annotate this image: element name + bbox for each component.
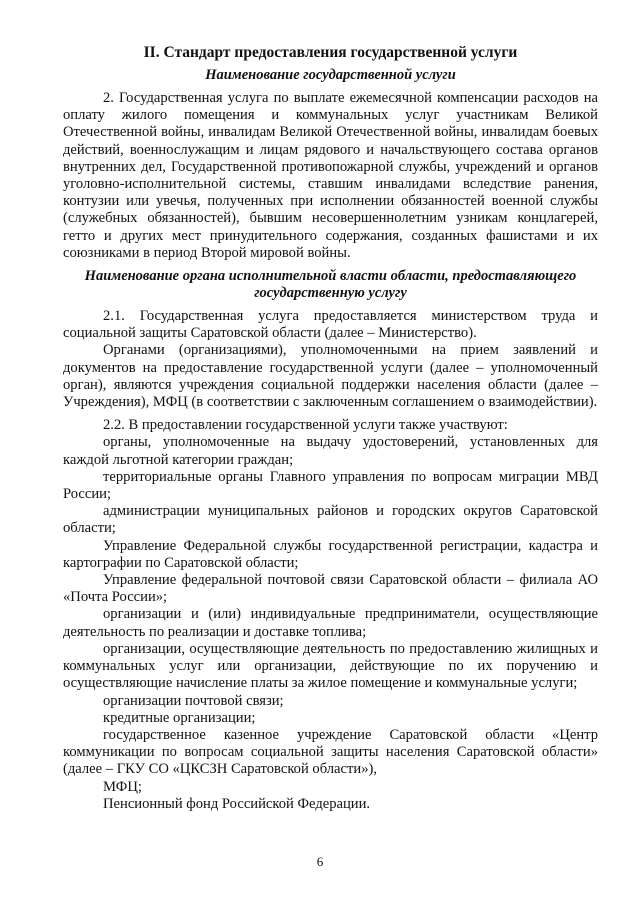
subheading-service-name: Наименование государственной услуги bbox=[205, 67, 456, 83]
list-item: Управление Федеральной службы государственной регистрации, кадастра и картографии по Саратовской области; bbox=[63, 537, 598, 571]
list-item: государственное казенное учреждение Саратовской области «Центр коммуникации по вопросам социальной защиты населения Саратовской области» (далее – ГКУ СО «ЦКСЗН Саратовской области»), bbox=[63, 726, 598, 778]
list-item: организации почтовой связи; bbox=[103, 692, 284, 709]
list-item: МФЦ; bbox=[103, 778, 142, 795]
list-item: органы, уполномоченные на выдачу удостоверений, установленных для каждой льготной категории граждан; bbox=[63, 434, 598, 468]
list-item: кредитные организации; bbox=[103, 709, 256, 726]
paragraph-2-2: 2.2. В предоставлении государственной услуги также участвуют: bbox=[103, 417, 508, 434]
list-item: территориальные органы Главного управления по вопросам миграции МВД России; bbox=[63, 468, 598, 503]
section-title: II. Стандарт предоставления государственной услуги bbox=[143, 44, 518, 61]
list-item: организации, осуществляющие деятельность по предоставлению жилищных и коммунальных услуг или организации, действующие по их поручению и осуществляющие начисление платы за жилое помещение и коммунальные услуги; bbox=[63, 640, 598, 692]
list-item: организации и (или) индивидуальные предприниматели, осуществляющие деятельность по реализации и доставке топлива; bbox=[63, 606, 598, 640]
list-item: администрации муниципальных районов и городских округов Саратовской области; bbox=[63, 503, 598, 537]
page-number: 6 bbox=[316, 854, 324, 869]
list-item: Пенсионный фонд Российской Федерации. bbox=[103, 795, 371, 812]
paragraph-2-1: 2.1. Государственная услуга предоставляется министерством труда и социальной защиты Саратовской области (далее – Министерство). bbox=[63, 308, 598, 342]
paragraph-2: 2. Государственная услуга по выплате ежемесячной компенсации расходов на оплату жилого помещения и коммунальных услуг участникам Великой Отечественной войны, инвалидам Великой Отечественной войны, инвалидам боевых действий, военнослужащим и лицам рядового и начальствующего состава органов внутренних дел, Государственной противопожарной службы, учреждений и органов уголовно-исполнительной системы, ставшим инвалидами вследствие ранения, контузии или увечья, полученных при исполнении обязанностей военной службы (служебных обязанностей), бывшим несовершеннолетним узникам концлагерей, гетто и других мест принудительного содержания, созданных фашистами и их союзниками в период Второй мировой войны. bbox=[63, 90, 598, 261]
list-item: Управление федеральной почтовой связи Саратовской области – филиала АО «Почта России»; bbox=[63, 572, 598, 606]
subheading-authority: Наименование органа исполнительной власти области, предоставляющего государственную услугу bbox=[84, 268, 577, 302]
paragraph-2-1-authorized-bodies: Органами (организациями), уполномоченными на прием заявлений и документов на предоставление государственной услуги (далее – уполномоченный орган), являются учреждения социальной поддержки населения области (далее – Учреждения), МФЦ (в соответствии с заключенным соглашением о взаимодействии). bbox=[63, 342, 598, 411]
